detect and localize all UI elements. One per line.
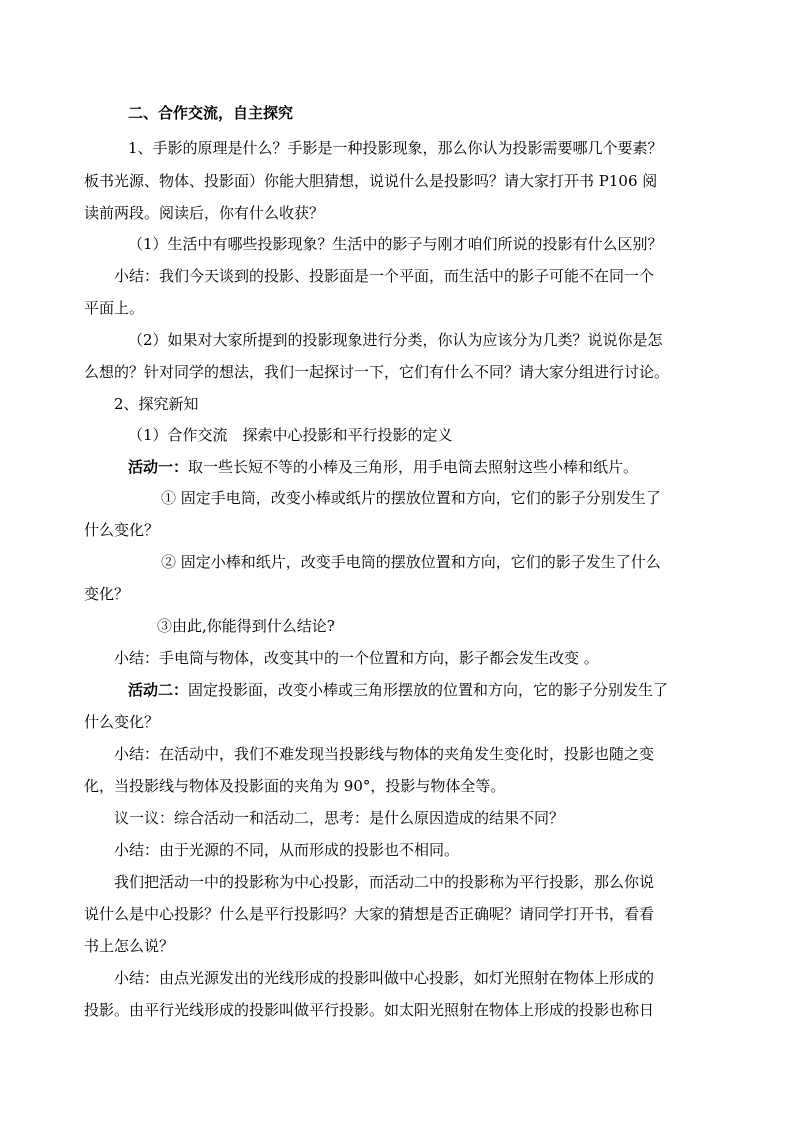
summary-5-line-2: 投影。由平行光线形成的投影叫做平行投影。如太阳光照射在物体上形成的投影也称日 <box>84 1001 655 1019</box>
sub-question-2-line-2: 么想的？针对同学的想法，我们一起探讨一下，它们有什么不同？请大家分组进行讨论。 <box>84 363 670 381</box>
summary-5-line-1: 小结：由点光源发出的光线形成的投影叫做中心投影，如灯光照射在物体上形成的 <box>114 969 655 987</box>
item-1-line-1: ① 固定手电筒，改变小棒或纸片的摆放位置和方向，它们的影子分别发生了 <box>161 489 661 507</box>
activity-2-text: 固定投影面，改变小棒或三角形摆放的位置和方向，它的影子分别发生了 <box>188 681 669 699</box>
activity-2-line-2: 什么变化？ <box>84 713 160 731</box>
summary-3-line-1: 小结：在活动中，我们不难发现当投影线与物体的夹角发生变化时，投影也随之变 <box>114 745 655 763</box>
sub-question-2-line-1: （2）如果对大家所提到的投影现象进行分类，你认为应该分为几类？说说你是怎 <box>128 331 663 349</box>
question-1-line-3: 读前两段。阅读后，你有什么收获？ <box>84 204 325 222</box>
paragraph-1-line-2: 说什么是中心投影？什么是平行投影吗？大家的猜想是否正确呢？请同学打开书，看看 <box>84 905 655 923</box>
summary-3-line-2: 化，当投影线与物体及投影面的夹角为 90°，投影与物体全等。 <box>84 777 506 795</box>
summary-2: 小结：手电筒与物体，改变其中的一个位置和方向，影子都会发生改变 。 <box>114 649 599 667</box>
question-1-line-1: 1、手影的原理是什么？手影是一种投影现象，那么你认为投影需要哪几个要素？ <box>128 139 663 157</box>
item-3: ③由此,你能得到什么结论? <box>157 617 335 635</box>
summary-1-line-2: 平面上。 <box>84 299 145 317</box>
section-heading: 二、合作交流，自主探究 <box>128 104 294 122</box>
item-1-line-2: 什么变化？ <box>84 521 160 539</box>
item-2-line-2: 变化？ <box>84 585 130 603</box>
activity-1-text: 取一些长短不等的小棒及三角形，用手电筒去照射这些小棒和纸片。 <box>188 458 639 476</box>
sub-question-3: （1）合作交流 探索中心投影和平行投影的定义 <box>128 426 453 444</box>
summary-4: 小结：由于光源的不同，从而形成的投影也不相同。 <box>114 841 460 859</box>
sub-question-1: （1）生活中有哪些投影现象？生活中的影子与刚才咱们所说的投影有什么区别？ <box>128 235 663 253</box>
activity-2-label: 活动二： <box>128 681 189 699</box>
item-2-line-1: ② 固定小棒和纸片，改变手电筒的摆放位置和方向，它们的影子发生了什么 <box>161 553 661 571</box>
activity-1 <box>128 454 710 480</box>
heading-explore-new-knowledge: 2、探究新知 <box>114 395 199 413</box>
paragraph-1-line-1: 我们把活动一中的投影称为中心投影，而活动二中的投影称为平行投影，那么你说 <box>114 873 655 891</box>
activity-1-label: 活动一： <box>128 458 189 476</box>
paragraph-1-line-3: 书上怎么说？ <box>84 937 175 955</box>
discussion-prompt: 议一议：综合活动一和活动二，思考：是什么原因造成的结果不同？ <box>114 809 565 827</box>
summary-1-line-1: 小结：我们今天谈到的投影、投影面是一个平面，而生活中的影子可能不在同一个 <box>114 267 655 285</box>
activity-2-line-1 <box>128 677 710 703</box>
question-1-line-2: 板书光源、物体、投影面）你能大胆猜想，说说什么是投影吗？请大家打开书 P106 阅 <box>84 172 658 190</box>
